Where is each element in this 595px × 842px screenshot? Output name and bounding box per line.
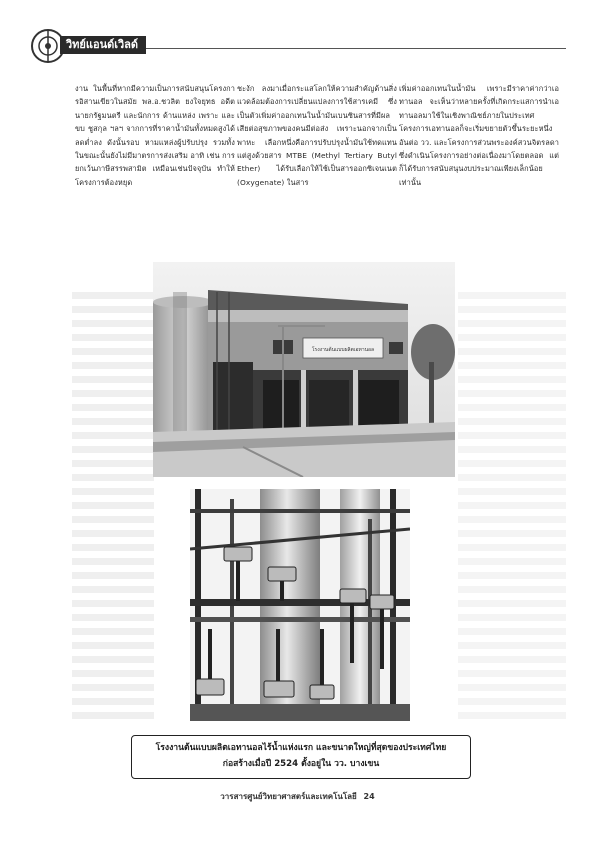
magazine-name: วิทย์แอนด์เวิลด์ [60,36,146,54]
factory-building-photo [153,262,455,477]
faded-text-left [72,292,154,722]
footer-title: วารสารศูนย์วิทยาศาสตร์และเทคโนโลยี [220,792,357,801]
column-3-text: เพิ่มค่าออกเทนในน้ำมัน เพราะมีราคาค่ากว่าเอทานอล จะเห็นว่าหลายครั้งที่เกิดกระแสการนำเอทานอลมาใช้ในเชิงพาณิชย์ภายในประเทศ โครงการเอทานอลก็จะเริ่มขยายตัวขึ้นระยะหนึ่ง อันต่อ วว. และโครงการส่วนพระองค์สวนจิตรลดาซึ่งดำเนินโครงการอย่างต่อเนื่องมาโดยตลอด แต่ก็ได้รับการสนับสนุนงบประมาณเพียงเล็กน้อยเท่านั้น [399,84,559,187]
header-rule [146,48,566,49]
photo-caption [131,735,471,779]
column-1-text: งาน ในพื้นที่หากมีความเป็นการสนับสนุนโครงการอิสานเขียวในสมัย พล.อ.ชวลิต ยงใจยุทธ อดีตนายกรัฐมนตรี และนักการ ด้านแหล่ง เพราะ และ ขบ ชูสกุล ฯลฯ จากการที่ราคาน้ำมันทั้งหมดสูงได้ลดต่ำลง ดังนั้นรอบ หามแหล่งผู้ปรับปรุง รวมทั้งในขณะนั้นยังไม่มีมาตรการส่งเสริม อาทิ เช่น การยกเว้นภาษีสรรพสามิต เหมือนเช่นปัจจุบัน ทำให้โครงการต้องหยุด [75,84,235,187]
text-column-3 [399,82,559,189]
page-footer [0,790,595,803]
caption-line-2: ก่อสร้างเมื่อปี 2524 ตั้งอยู่ใน วว. บางเขน [222,759,380,769]
faded-text-right [458,292,566,722]
text-column-2 [237,82,397,189]
building-sign: โรงงานต้นแบบผลิตเอทานอล [311,347,375,353]
column-2-text: ชะงัก ลงมาเมื่อกระแสโลกให้ความสำคัญด้านสิ่งแวดล้อมต้องการเปลี่ยนแปลงการใช้สารเคมี ซึ่งเป็นตัวเพิ่มค่าออกเทนในน้ำมันเบนซินสารที่มีผลเสียต่อสุขภาพของคนมีต่อส่ง เพราะนอกจากเป็นพาหะ เลือกหนึ่งคือการปรับปรุงน้ำมันใช้ทดแทน แต่สูงด้วยสาร MTBE (Methyl Tertiary Butyl Ether) ได้รับเลือกให้ใช้เป็นสารออกซิเจนเนต (Oxygenate) ในสาร [237,84,397,187]
page-number: 24 [363,792,375,801]
distillation-columns-photo [190,489,410,721]
caption-line-1: โรงงานต้นแบบผลิตเอทานอลไร้น้ำแห่งแรก และขนาดใหญ่ที่สุดของประเทศไทย [155,743,447,753]
text-column-1 [75,82,235,189]
